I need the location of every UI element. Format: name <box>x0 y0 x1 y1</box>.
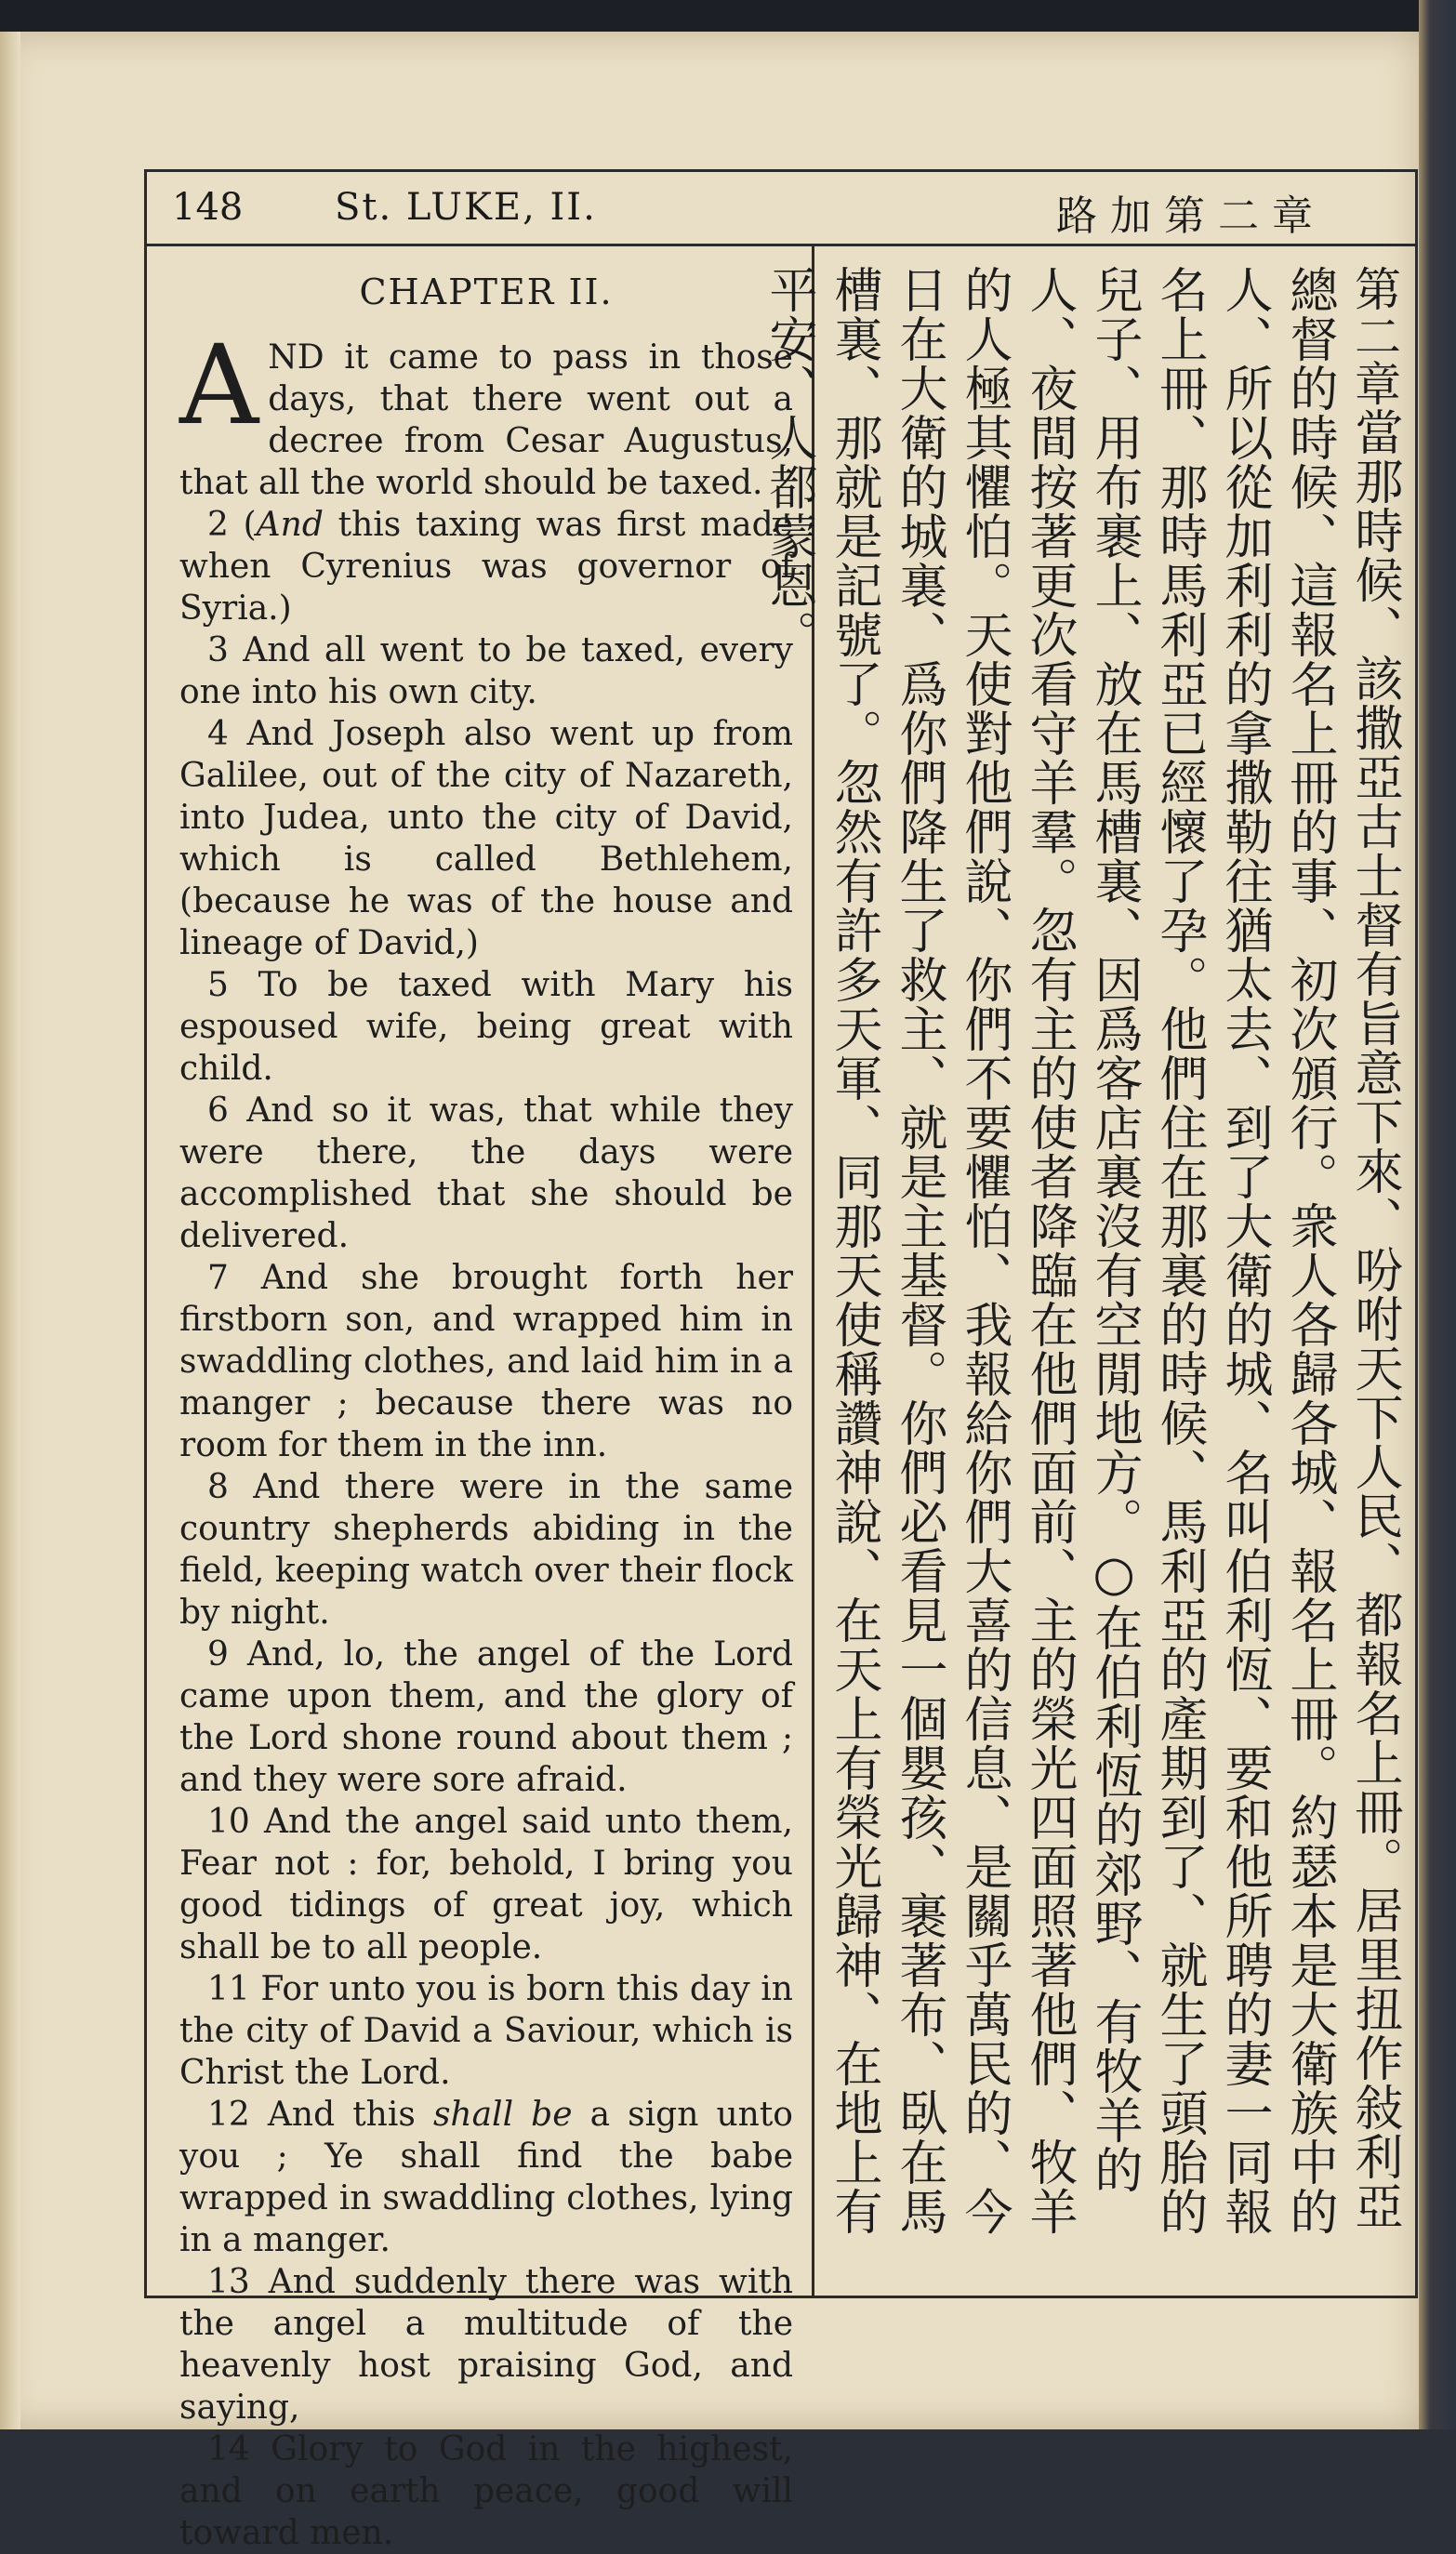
verse-14-english: 14 Glory to God in the highest, and on earth peace, good will toward men. <box>179 2430 793 2552</box>
verse-9-english: 9 And, lo, the angel of the Lord came upon them, and the glory of the Lord shone round about them ; and they were sore afraid. <box>179 1635 793 1799</box>
verse-7-chinese: 就生了頭胎的兒子、用布裹上、放在馬槽裏、因爲客店裏沒有空閒地方。 <box>1086 265 1207 2236</box>
verse-5-english: 5 To be taxed with Mary his espoused wife, being great with child. <box>179 966 793 1088</box>
running-title-chinese: 路加第二章 <box>1056 192 1326 240</box>
verse-14-chinese: 在天上有榮光歸神、在地上有平安、人都蒙恩。 <box>761 265 881 2236</box>
verse-10-chinese: 天使對他們說、你們不要懼怕、我報給你們大喜的信息、是關乎萬民的、 <box>956 610 1012 2187</box>
book-spine <box>1419 0 1456 2429</box>
verse-1-chinese: 當那時候、該撒亞古士督有旨意下來、吩咐天下人民、都報名上冊。 <box>1346 407 1402 1886</box>
verse-text: 12 And this <box>207 2096 433 2134</box>
verse-text: this taxing was first made when Cyrenius was governor of Syria.) <box>179 506 793 628</box>
verse-8-english: 8 And there were in the same country shepherds abiding in the field, keeping watch over their flock by night. <box>179 1468 793 1632</box>
verse-2-chinese: 居里扭作敍利亞總督的時候、這報名上冊的事、初次頒行。 <box>1281 265 1402 2230</box>
verse-7-english: 7 And she brought forth her firstborn son, and wrapped him in swaddling clothes, and laid him in a manger ; because there was no room for them in the inn. <box>179 1259 793 1464</box>
verse-text: a sign unto you ; Ye shall find the babe wrapped in swaddling clothes, lying in a manger. <box>179 2096 793 2259</box>
page-number: 148 <box>172 186 244 229</box>
verse-6-chinese: 他們住在那裏的時候、馬利亞的產期到了、 <box>1151 1004 1207 1940</box>
verse-4-english: 4 And Joseph also went up from Galilee, out of the city of Nazareth, into Judea, unto the city of David, which is called Bethlehem, (because he was of the house and lineage of David,) <box>179 715 793 962</box>
verse-italic: shall be <box>432 2096 573 2134</box>
verse-10-english: 10 And the angel said unto them, Fear not : for, behold, I bring you good tidings of great joy, which shall be to all people. <box>179 1803 793 1966</box>
verse-6-english: 6 And so it was, that while they were there, the days were accomplished that she should be delivered. <box>179 1092 793 1255</box>
verse-12-chinese: 你們必看見一個嬰孩、裹著布、臥在馬槽裏、那就是記號了。 <box>826 265 946 2236</box>
verse-11-chinese: 今日在大衛的城裏、爲你們降生了救主、就是主基督。 <box>891 265 1012 2236</box>
verse-13-chinese: 忽然有許多天軍、同那天使稱讚神說、 <box>826 758 881 1595</box>
chapter-heading-english: CHAPTER II. <box>359 271 614 312</box>
chinese-column <box>761 265 1407 2273</box>
verse-text: 2 ( <box>207 506 257 544</box>
drop-cap: A <box>179 321 259 449</box>
verse-11-english: 11 For unto you is born this day in the city of David a Saviour, which is Christ the Lord. <box>179 1970 793 2092</box>
verse-12-english <box>179 2094 793 2261</box>
verse-5-chinese: 要和他所聘的妻一同報名上冊、那時馬利亞已經懷了孕。 <box>1151 265 1272 2236</box>
verse-2-english <box>179 504 793 629</box>
header-rule <box>144 244 1418 246</box>
verse-8-chinese: ○在伯利恆的郊野、有牧羊的人、夜間按著更次看守羊羣。 <box>1021 265 1142 2194</box>
verse-9-chinese: 忽有主的使者降臨在他們面前、主的榮光四面照著他們、牧羊的人極其懼怕。 <box>956 265 1077 2236</box>
scan-top-band <box>0 0 1456 35</box>
verse-1-english <box>179 321 793 504</box>
verse-3-english: 3 And all went to be taxed, every one into his own city. <box>179 631 793 711</box>
verse-4-chinese: 約瑟本是大衛族中的人、所以從加利利的拿撒勒往猶太去、到了大衛的城、名叫伯利恆、 <box>1216 265 1337 2236</box>
running-title-english: St. LUKE, II. <box>335 186 597 229</box>
verse-3-chinese: 衆人各歸各城、報名上冊。 <box>1281 1201 1337 1793</box>
verse-italic: And <box>256 506 324 544</box>
verse-text: ND it came to pass in those days, that there went out a decree from Cesar Augustus, that all the world should be taxed. <box>179 338 793 502</box>
chapter-heading-chinese: 第二章 <box>1347 265 1401 407</box>
page-edge-shadow <box>0 32 20 2429</box>
english-column <box>179 271 793 2554</box>
verse-13-english: 13 And suddenly there was with the angel a multitude of the heavenly host praising God, and saying, <box>179 2263 793 2427</box>
